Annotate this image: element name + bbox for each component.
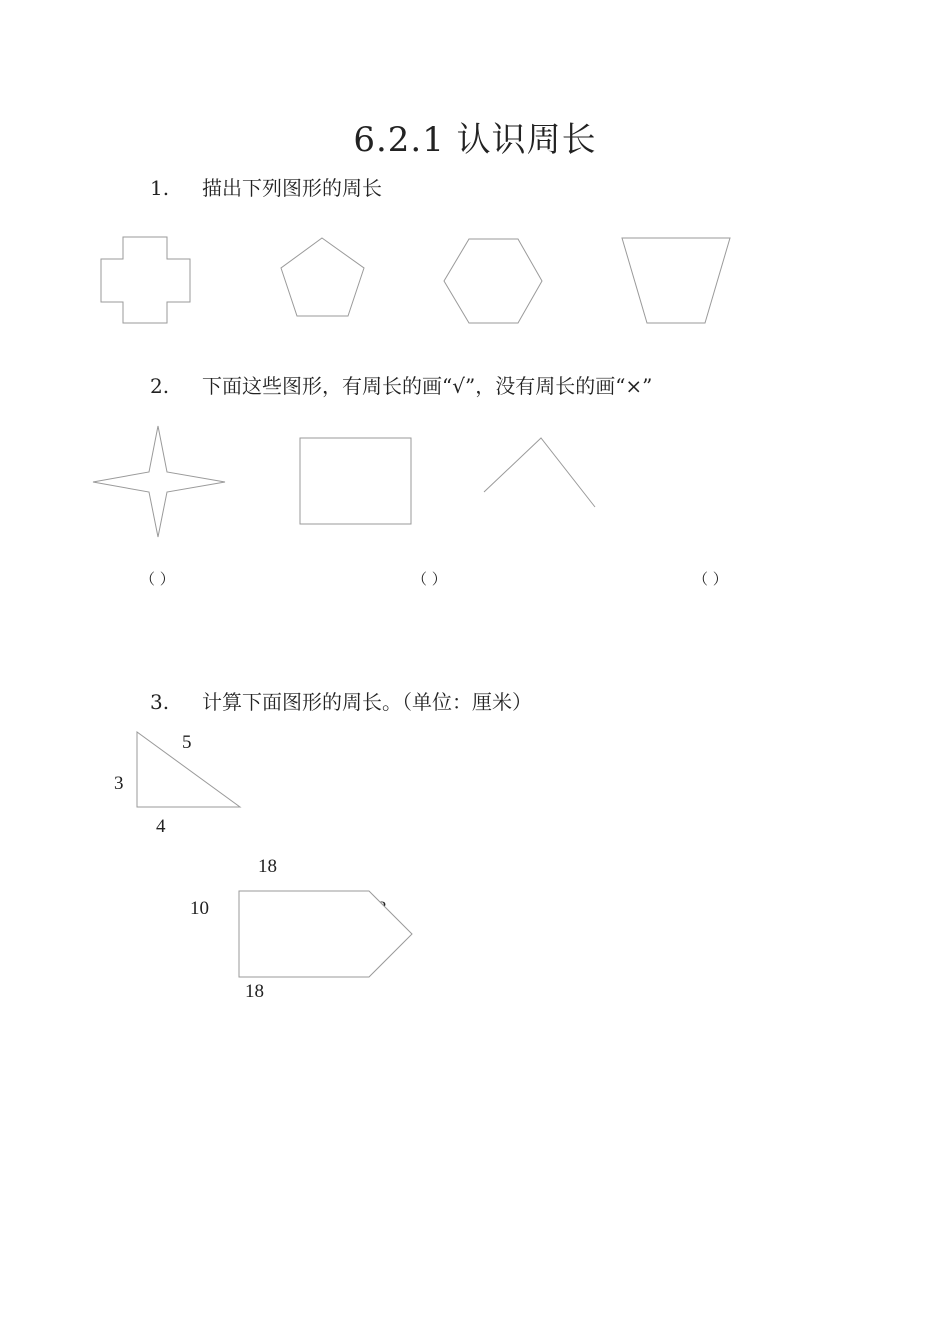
house-top-label: 18: [258, 856, 277, 877]
answer-blank[interactable]: （ ）: [412, 570, 447, 588]
four-point-star-shape: [93, 426, 225, 537]
pentagon-shape: [281, 238, 364, 316]
house-left-label: 10: [190, 898, 209, 919]
triangle-bottom-label: 4: [156, 816, 166, 837]
house-bottom-label: 18: [245, 981, 264, 1002]
trapezoid-shape: [622, 238, 730, 323]
question-number: 1.: [150, 176, 170, 200]
cross-shape: [101, 237, 190, 323]
answer-blank[interactable]: （ ）: [140, 570, 175, 588]
triangle-hypotenuse-label: 5: [182, 732, 192, 753]
answer-blank[interactable]: （ ）: [693, 570, 728, 588]
question-text: 计算下面图形的周长。（单位：厘米）: [202, 690, 532, 714]
question-text: 描出下列图形的周长: [202, 176, 382, 200]
question-number: 2.: [150, 374, 170, 398]
open-angle-shape: [484, 438, 595, 507]
triangle-left-label: 3: [114, 773, 124, 794]
question-text: 下面这些图形，有周长的画“√”，没有周长的画“×”: [202, 374, 653, 398]
question-number: 3.: [150, 690, 170, 714]
rectangle-shape: [300, 438, 411, 524]
page-title: 6.2.1 认识周长: [353, 120, 597, 160]
hexagon-shape: [444, 239, 542, 323]
